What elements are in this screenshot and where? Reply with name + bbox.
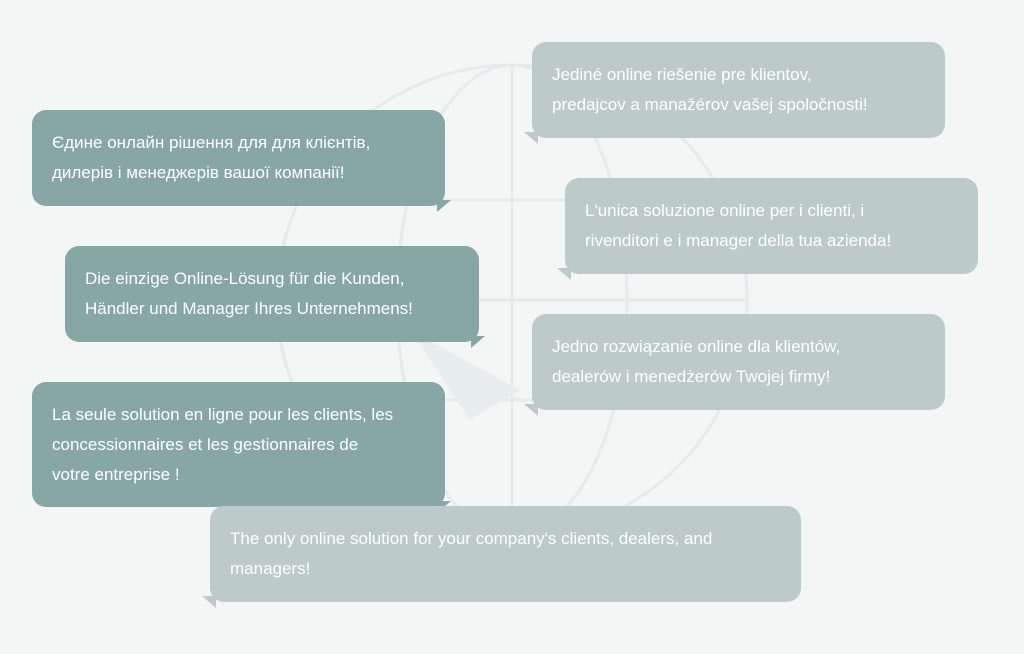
message-text-ukrainian: Єдине онлайн рішення для для клієнтів, дилерів і менеджерів вашої компанії!: [52, 133, 371, 182]
message-text-german: Die einzige Online-Lösung für die Kunden, Händler und Manager Ihres Unternehmens!: [85, 269, 413, 318]
bubble-tail: [471, 336, 485, 348]
message-bubble-ukrainian: [32, 110, 445, 206]
message-text-polish: Jedno rozwiązanie online dla klientów, dealerów i menedżerów Twojej firmy!: [552, 337, 841, 386]
message-bubble-french: [32, 382, 445, 507]
message-bubble-polish: [532, 314, 945, 410]
bubble-tail: [557, 268, 571, 280]
message-bubble-german: [65, 246, 479, 342]
bubble-tail: [524, 404, 538, 416]
message-bubble-italian: [565, 178, 978, 274]
message-bubble-english: [210, 506, 801, 602]
message-text-french: La seule solution en ligne pour les clients, les concessionnaires et les gestionnaires de votre entreprise !: [52, 405, 394, 484]
message-text-slovak: Jediné online riešenie pre klientov, predajcov a manažérov vašej spoločnosti!: [552, 65, 868, 114]
message-bubble-slovak: [532, 42, 945, 138]
message-text-italian: L'unica soluzione online per i clienti, i rivenditori e i manager della tua azienda!: [585, 201, 892, 250]
bubble-tail: [524, 132, 538, 144]
bubble-tail: [202, 596, 216, 608]
bubble-tail: [437, 200, 451, 212]
message-text-english: The only online solution for your company's clients, dealers, and managers!: [230, 529, 713, 578]
